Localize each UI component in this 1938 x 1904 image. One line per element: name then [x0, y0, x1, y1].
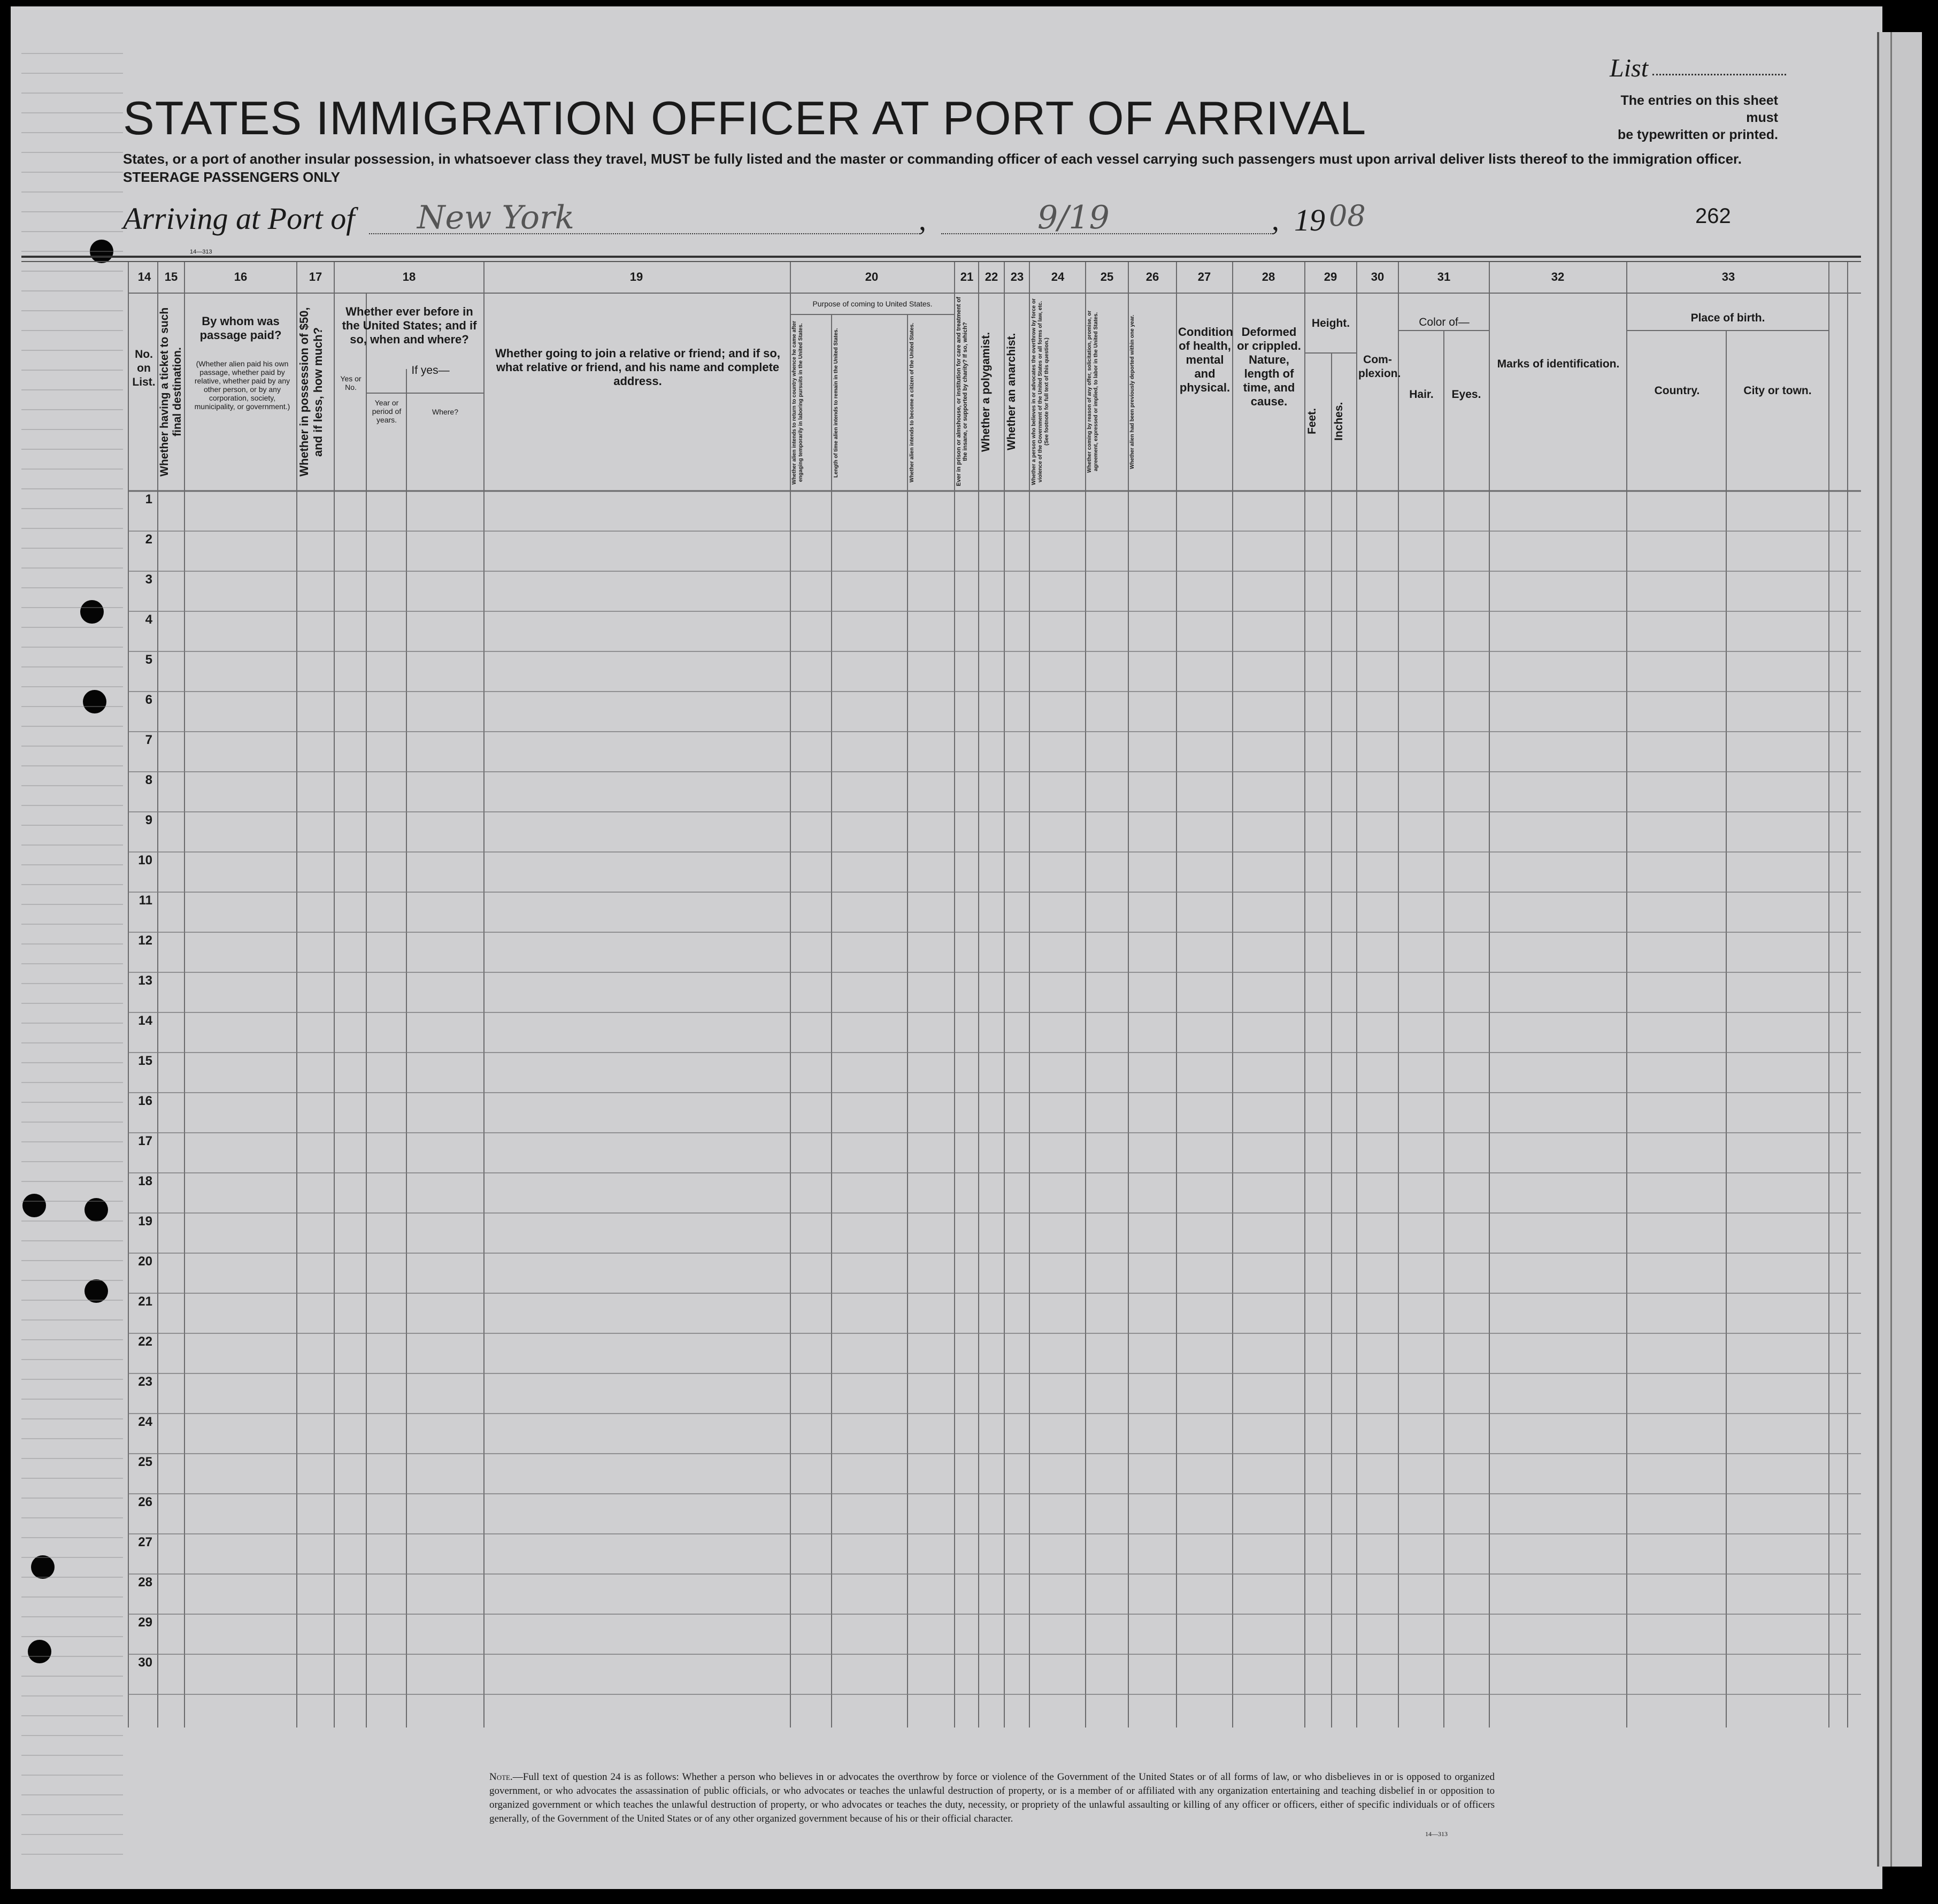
- comma: ,: [919, 204, 926, 237]
- heading-eyes: Eyes.: [1451, 388, 1481, 401]
- sheet-number: 262: [1695, 204, 1731, 228]
- comma: ,: [1272, 204, 1279, 237]
- heading-ever-before: Whether ever before in the United States; and if so, when and where?: [342, 305, 477, 346]
- column-number: 21: [960, 270, 974, 283]
- column-number: 32: [1551, 270, 1565, 283]
- entries-note-line: The entries on this sheet must: [1620, 93, 1778, 125]
- column-number: 28: [1262, 270, 1275, 283]
- row-number: 14: [138, 1014, 152, 1028]
- heading-possession: Whether in possession of $50, and if less, how much?: [297, 307, 325, 477]
- row-number: 28: [138, 1575, 152, 1590]
- row-number: 7: [145, 733, 152, 747]
- row-number: 16: [138, 1094, 152, 1108]
- row-number: 11: [139, 893, 152, 908]
- heading-height: Height.: [1311, 317, 1350, 329]
- column-number: 29: [1324, 270, 1337, 283]
- page-title: STATES IMMIGRATION OFFICER AT PORT OF ARRIVAL: [123, 91, 1367, 144]
- heading-hair: Hair.: [1409, 388, 1434, 401]
- row-number: 23: [138, 1375, 152, 1389]
- heading-purpose-return: Whether alien intends to return to country whence he came after engaging temporarily in laboring pursuits in the United States.: [791, 320, 804, 485]
- heading-purpose-citizen: Whether alien intends to become a citizen of the United States.: [909, 323, 915, 483]
- column-number: 26: [1145, 270, 1159, 283]
- column-number: 20: [865, 270, 879, 283]
- heading-purpose: Purpose of coming to United States.: [812, 300, 933, 308]
- heading-ticket: Whether having a ticket to such final destination.: [158, 307, 183, 477]
- row-number: 27: [138, 1535, 152, 1549]
- heading-feet: Feet.: [1306, 408, 1318, 435]
- steerage-label: STEERAGE PASSENGERS ONLY: [123, 169, 340, 185]
- row-number: 5: [145, 652, 152, 667]
- year-prefix: 19: [1294, 203, 1325, 237]
- heading-overthrow: Whether a person who believes in or advocates the overthrow by force or violence of the Government of the United States or all forms of law, etc. (See footnote for full text of this question.): [1031, 298, 1050, 485]
- row-number: 6: [145, 693, 152, 707]
- heading-where: Where?: [432, 408, 459, 416]
- row-number: 19: [138, 1214, 152, 1229]
- row-number: 25: [138, 1455, 152, 1469]
- heading-offer: Whether coming by reason of any offer, solicitation, promise, or agreement, expressed or implied, to labor in the United States.: [1087, 310, 1099, 473]
- row-number: 15: [138, 1054, 152, 1068]
- footnote-lead: Note.: [489, 1771, 513, 1783]
- column-number: 22: [985, 270, 998, 283]
- heading-no-on-list: No. on List.: [132, 348, 156, 388]
- row-number: 4: [145, 612, 152, 627]
- column-number: 14: [137, 270, 151, 283]
- column-number: 30: [1371, 270, 1385, 283]
- row-number: 1: [145, 492, 152, 506]
- entries-note-line: be typewritten or printed.: [1617, 127, 1778, 142]
- footnote-text: —Full text of question 24 is as follows: Whether a person who believes in or advocates the overthrow by force or violence of the Government of the United States or of all forms of law, or who disbelieves in or is opposed to organized government, or who advocates the assassination of public officials, or who advocates or teaches the unlawful destruction of property, or is a member of or affiliated with any organization entertaining and teaching disbelief in or opposition to organized government or which teaches the unlawful destruction of property, or who advocates or teaches the duty, necessity, or propriety of the unlawful assaulting or killing of any officer or officers, either of specific individuals or of officers generally, of the Government of the United States or of any other organized government because of his or their official character.: [489, 1771, 1495, 1824]
- heading-deformed: Deformed or crippled. Nature, length of time, and cause.: [1237, 325, 1301, 408]
- column-number: 24: [1051, 270, 1065, 283]
- row-number: 3: [145, 572, 152, 587]
- row-number: 21: [138, 1294, 152, 1309]
- row-number: 8: [145, 773, 152, 787]
- row-number: 26: [138, 1495, 152, 1509]
- column-number: 16: [234, 270, 248, 283]
- row-number: 20: [138, 1254, 152, 1269]
- list-label: List: [1610, 54, 1649, 82]
- row-number: 12: [138, 933, 152, 948]
- column-number: 19: [629, 270, 643, 283]
- column-number: 27: [1197, 270, 1211, 283]
- heading-relative: Whether going to join a relative or friend; and if so, what relative or friend, and his name and complete address.: [495, 347, 780, 388]
- heading-yes-or-no: Yes or No.: [340, 374, 362, 391]
- year-handwritten: 08: [1329, 199, 1366, 233]
- arriving-label: Arriving at Port of: [123, 201, 355, 236]
- heading-prison: Ever in prison or almshouse, or institution for care and treatment of the insane, or supported by charity? If so, which?: [956, 297, 968, 487]
- row-number: 17: [138, 1134, 152, 1148]
- instructions-subnote: States, or a port of another insular possession, in whatsoever class they travel, MUST be fully listed and the master or commanding officer of each vessel carrying such passengers must upon arrival deliver lists thereof to the immigration officer.: [123, 151, 1742, 167]
- column-number: 33: [1721, 270, 1735, 283]
- heading-by-whom-note: (Whether alien paid his own passage, whether paid by relative, whether paid by any other person, or by any corporation, society, municipality, or government.): [194, 359, 290, 411]
- heading-complexion: Com- plexion.: [1358, 354, 1401, 380]
- heading-country: Country.: [1654, 385, 1700, 397]
- heading-inches: Inches.: [1333, 402, 1345, 441]
- port-handwritten: New York: [417, 199, 574, 236]
- heading-purpose-length: Length of time alien intends to remain in the United States.: [833, 328, 839, 478]
- footnote: [489, 1770, 1495, 1826]
- form-number: 14—313: [1425, 1830, 1448, 1838]
- row-number: 29: [138, 1615, 152, 1630]
- heading-if-yes: If yes—: [411, 364, 450, 377]
- date-handwritten: 9/19: [1037, 199, 1110, 236]
- heading-anarchist: Whether an anarchist.: [1005, 333, 1018, 451]
- row-number: 2: [145, 532, 152, 547]
- heading-year-period: Year or period of years.: [372, 398, 402, 424]
- column-number: 18: [402, 270, 416, 283]
- heading-marks: Marks of identification.: [1497, 358, 1620, 370]
- row-number: 30: [138, 1655, 152, 1670]
- heading-polygamist: Whether a polygamist.: [980, 332, 992, 452]
- row-number: 9: [145, 813, 152, 827]
- heading-deported: Whether alien had been previously deported within one year.: [1129, 314, 1135, 469]
- column-number: 23: [1010, 270, 1024, 283]
- heading-by-whom: By whom was passage paid?: [199, 314, 282, 342]
- column-number: 17: [309, 270, 322, 283]
- row-number: 24: [138, 1415, 152, 1429]
- row-number: 18: [138, 1174, 152, 1188]
- column-number: 31: [1437, 270, 1451, 283]
- row-number: 13: [138, 973, 152, 988]
- column-number: 15: [164, 270, 178, 283]
- heading-city: City or town.: [1743, 385, 1812, 397]
- row-number: 22: [138, 1334, 152, 1349]
- row-number: 10: [138, 853, 152, 867]
- heading-color-of: Color of—: [1419, 316, 1470, 328]
- heading-condition: Condition of health, mental and physical.: [1178, 325, 1233, 394]
- form-tag: 14—313: [190, 249, 212, 255]
- heading-place-of-birth: Place of birth.: [1690, 312, 1765, 324]
- column-number: 25: [1100, 270, 1114, 283]
